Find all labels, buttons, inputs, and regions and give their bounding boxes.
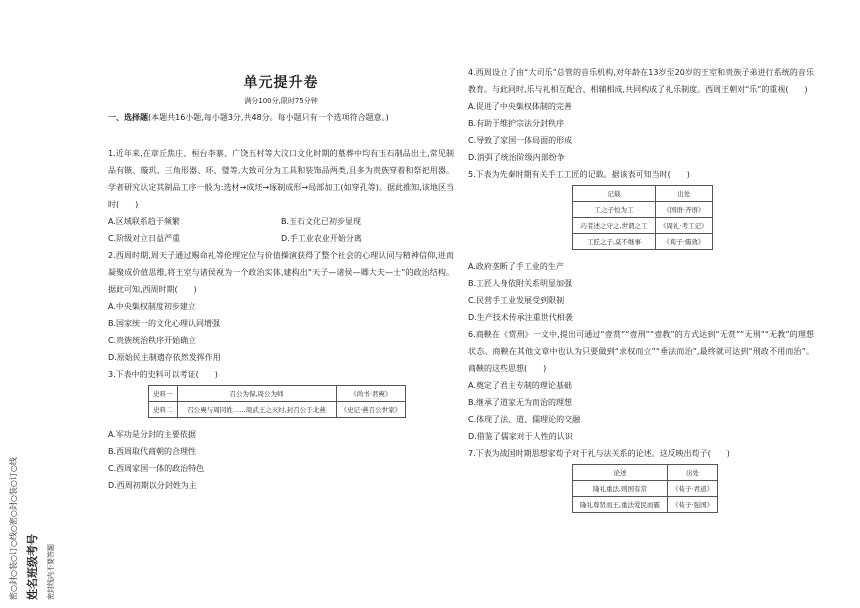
option-a[interactable]: A.奠定了君主专制的理论基础: [468, 381, 572, 390]
table-cell: 隆礼重法,则国有常: [573, 481, 668, 497]
table-cell: 工匠之子,莫不继事: [573, 234, 656, 250]
table-cell: 《荀子·儒效》: [656, 234, 713, 250]
option-a[interactable]: A.促进了中央集权体制的完善: [468, 102, 572, 111]
option-a[interactable]: A.区域联系趋于频繁: [108, 217, 180, 226]
table-row: [573, 218, 713, 234]
table-row: [573, 497, 718, 513]
table-header: 出处: [656, 186, 713, 202]
option-a[interactable]: A.军功是分封的主要依据: [108, 430, 196, 439]
option-d[interactable]: D.原始民主制遗存依然发挥作用: [108, 353, 221, 362]
table-row: [573, 234, 713, 250]
table-cell: 《国语·齐语》: [656, 202, 713, 218]
source-table: [572, 464, 718, 513]
option-b[interactable]: B.有助于维护宗法分封秩序: [468, 119, 565, 128]
question-7: [468, 445, 814, 513]
table-header-row: [573, 186, 713, 202]
exam-info: 满分100分,限时75分钟: [244, 97, 318, 105]
question-stem: 7.下表为战国时期思想家荀子对于礼与法关系的论述。这反映出荀子( ): [468, 449, 730, 458]
question-stem: 3.下表中的史料可以考证( ): [108, 370, 218, 379]
page-title: 单元提升卷: [243, 75, 319, 91]
option-c[interactable]: C.体现了法、道、儒理论的交融: [468, 415, 581, 424]
table-cell: 隆礼尊贤而王,重法爱民而霸: [573, 497, 668, 513]
section-label: 一、选择题: [108, 113, 148, 122]
question-6: [468, 326, 814, 445]
question-stem: 5.下表为先秦时期有关手工工匠的记载。据该表可知当时( ): [468, 170, 690, 179]
table-cell: 《周礼·考工记》: [656, 218, 713, 234]
table-header-row: [573, 465, 718, 481]
table-row: [573, 202, 713, 218]
question-stem: 4.西周设立了由“大司乐”总管的音乐机构,对年龄在13岁至20岁的王室和贵族子弟进行系统的音乐教育。与此同时,乐与礼相互配合、相辅相成,共同构成了礼乐制度。西周王朝对“乐”的重视( ): [468, 68, 814, 94]
option-d[interactable]: D.借鉴了儒家对于人性的认识: [468, 432, 573, 441]
question-3: [108, 366, 454, 494]
option-d[interactable]: D.消弭了统治阶级内部纷争: [468, 153, 565, 162]
source-table: [572, 185, 713, 250]
table-cell: 史料二: [149, 402, 178, 418]
table-cell: 工之子恒为工: [573, 202, 656, 218]
option-c[interactable]: C.西周家国一体的政治特色: [108, 464, 205, 473]
left-column: [108, 60, 454, 494]
question-4: [468, 64, 814, 166]
table-cell: 召公为保,周公为师: [177, 386, 336, 402]
table-cell: 《尚书·君奭》: [336, 386, 406, 402]
seal-warning: 密封线内不要答题: [47, 544, 55, 600]
question-5: [468, 166, 814, 326]
table-row: [149, 402, 406, 418]
option-b[interactable]: B.国家统一的文化心理认同增强: [108, 319, 221, 328]
binding-margin: [0, 440, 60, 608]
right-column: [468, 64, 814, 521]
table-cell: 《史记·燕召公世家》: [336, 402, 406, 418]
section-note: (本题共16小题,每小题3分,共48分。每小题只有一个选项符合题意。): [148, 113, 389, 122]
option-c[interactable]: C.阶级对立日益严重: [108, 234, 181, 243]
table-cell: 《荀子·强国》: [668, 497, 718, 513]
question-stem: 1.近年来,在章丘焦庄、桓台李寨、广饶五村等大汶口文化时期的墓葬中均有玉石制品出土,常见制品有镞、璇玑、三角形器、环、璧等,大致可分为工具和装饰品两类,且多为贵族穿着和祭祀用器。学者研究认定其制品工序一般为:选材→成坯→琢制成形→局部加工(如穿孔等)。据此推知,该地区当时( ): [108, 149, 454, 209]
table-row: [149, 386, 406, 402]
table-row: [573, 481, 718, 497]
option-b[interactable]: B.继承了道家无为而治的理想: [468, 398, 573, 407]
option-b[interactable]: B.工匠人身依附关系明显加强: [468, 279, 573, 288]
table-cell: 史料一: [149, 386, 178, 402]
option-b[interactable]: B.玉石文化已初步显现: [281, 217, 362, 226]
option-c[interactable]: C.民营手工业发展受到限制: [468, 296, 565, 305]
question-2: [108, 247, 454, 366]
table-cell: 《荀子·君道》: [668, 481, 718, 497]
option-b[interactable]: B.西周取代商朝的合理性: [108, 447, 197, 456]
question-stem: 2.西周时期,周天子通过赐命礼等伦理定位与价值操演获得了整个社会的心理认同与精神信仰,进而凝聚成价值思维,将王室与诸侯视为一个政治实体,建构出“天子—诸侯—卿大夫—士”的政治结构。据此可知,西周时期( ): [108, 251, 454, 294]
question-stem: 6.商鞅在《赏刑》一文中,提出可通过“壹赏”“壹刑”“壹教”的方式达到“无赏”“无刑”“无教”的理想状态。商鞅在其他文章中也认为只要做到“求权而立”“垂法而治”,最终就可达到“刑政不用而治”。商鞅的这些思想( ): [468, 330, 814, 373]
option-d[interactable]: D.西周初期以分封姓为主: [108, 481, 197, 490]
table-cell: 召公奭与周同姓……周武王之灭纣,封召公于北燕: [177, 402, 336, 418]
option-d[interactable]: D.手工业农业开始分离: [281, 234, 362, 243]
table-cell: 巧者述之守之,世谓之工: [573, 218, 656, 234]
table-header: 论述: [573, 465, 668, 481]
student-info-label: 姓名班级考号: [26, 534, 39, 600]
table-header: 出处: [668, 465, 718, 481]
question-1: [108, 145, 454, 247]
option-c[interactable]: C.贵族统治秩序开始确立: [108, 336, 197, 345]
option-d[interactable]: D.生产技术传承注重世代相袭: [468, 313, 573, 322]
source-table: [148, 385, 406, 418]
option-a[interactable]: A.中央集权制度初步建立: [108, 302, 196, 311]
section-heading: [108, 112, 454, 123]
option-c[interactable]: C.导致了家国一体局面的形成: [468, 136, 573, 145]
seal-dash-line: 密○封○装○订○线○密○封○装○订○线: [9, 457, 18, 600]
option-a[interactable]: A.政府垄断了手工业的生产: [468, 262, 564, 271]
table-header: 记载: [573, 186, 656, 202]
